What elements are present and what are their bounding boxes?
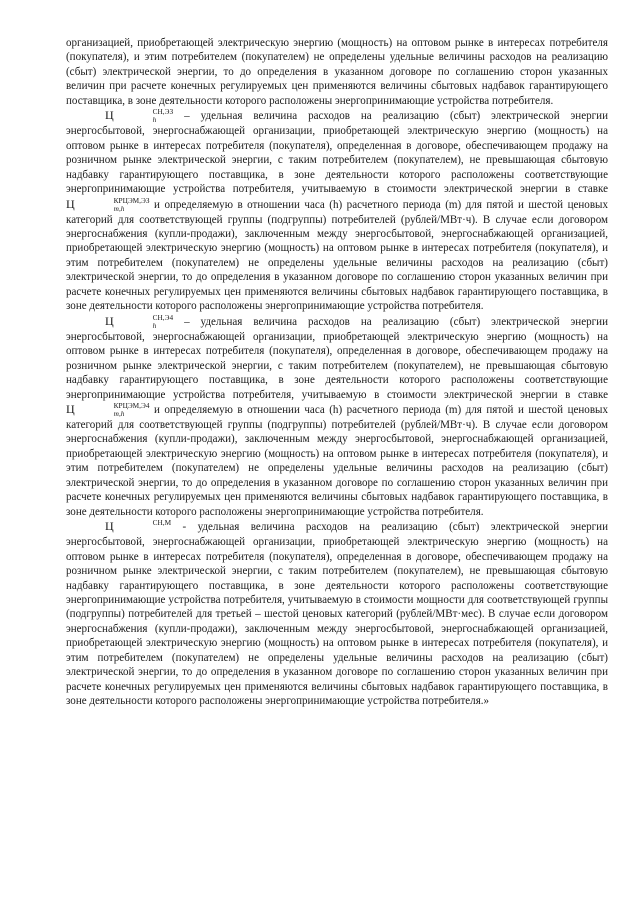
symbol-base: Ц <box>66 401 75 416</box>
formula-symbol <box>66 195 150 213</box>
symbol-superscript: СН,ЭЗ <box>152 107 174 117</box>
paragraph <box>66 108 608 313</box>
symbol-subscript <box>114 527 171 535</box>
symbol-base: Ц <box>105 519 114 534</box>
symbol-indices <box>75 402 150 418</box>
paragraph-text: и определяемую в отношении часа (h) расчетного периода (m) для пятой и шестой ценовых категорий для соответствующей группы (подгруппы) потребителей (рублей/МВт·ч). В случае если договором энергоснабжения (купли-продажи), заключенным между энергосбытовой, энергоснабжающей организацией, приобретающей электрическую энергию (мощность) на оптовом рынке в интересах потребителя (покупателя), и этим потребителем (покупателем) не определены удельные величины расходов на реализацию (сбыт) электрической энергии, то до определения в указанном договоре по соглашению сторон указанных величин при расчете конечных регулируемых цен применяются величины сбытовых надбавок гарантирующего поставщика, в зоне деятельности которого расположены энергопринимающие устройства потребителя. <box>66 403 608 518</box>
paragraph-text: и определяемую в отношении часа (h) расчетного периода (m) для пятой и шестой ценовых категорий для соответствующей группы (подгруппы) потребителей (рублей/МВт·ч). В случае если договором энергоснабжения (купли-продажи), заключенным между энергосбытовой, энергоснабжающей организацией, приобретающей электрическую энергию (мощность) на оптовом рынке в интересах потребителя (покупателя), и этим потребителем (покупателем) не определены удельные величины расходов на реализацию (сбыт) электрической энергии, то до определения в указанном договоре по соглашению сторон указанных величин при расчете конечных регулируемых цен применяются величины сбытовых надбавок гарантирующего поставщика, в зоне деятельности которого расположены энергопринимающие устройства потребителя. <box>66 198 608 313</box>
paragraph-text: – удельная величина расходов на реализацию (сбыт) электрической энергии энергосбытовой, энергоснабжающей организации, приобретающей электрическую энергию (мощность) на оптовом рынке в интересах потребителя (покупателя), определенная в договоре, обеспечивающем продажу на розничном рынке электрической энергии, с таким потребителем (покупателем), не превышающая сбытовую надбавку гарантирующего поставщика, в зоне деятельности которого расположены соответствующие энергопринимающие устройства потребителя, учитываемую в стоимости электрической энергии в ставке <box>66 315 608 401</box>
symbol-indices <box>114 519 171 535</box>
paragraph-text: – удельная величина расходов на реализацию (сбыт) электрической энергии энергосбытовой, энергоснабжающей организации, приобретающей электрическую энергию (мощность) на оптовом рынке в интересах потребителя (покупателя), определенная в договоре, обеспечивающем продажу на розничном рынке электрической энергии, с таким потребителем (покупателем), не превышающая сбытовую надбавку гарантирующего поставщика, в зоне деятельности которого расположены соответствующие энергопринимающие устройства потребителя, учитываемую в стоимости электрической энергии в ставке <box>66 110 608 196</box>
symbol-indices <box>75 197 150 213</box>
symbol-superscript: СН,М <box>152 518 172 528</box>
paragraph-text: - удельная величина расходов на реализацию (сбыт) электрической энергии энергосбытовой, энергоснабжающей организации, приобретающей электрическую энергию (мощность) на оптовом рынке в интересах потребителя (покупателя), определенная в договоре, обеспечивающем продажу на розничном рынке электрической энергии, с таким потребителем (покупателем), не превышающая сбытовую надбавку гарантирующего поставщика, в зоне деятельности которого расположены соответствующие энергопринимающие устройства потребителя, учитываемую в стоимости мощности для соответствующей группы (подгруппы) потребителей для третьей – шестой ценовых категорий (рублей/МВт·мес). В случае если договором энергоснабжения (купли-продажи), заключенным между энергосбытовой, энергоснабжающей организацией, приобретающей электрическую энергию (мощность) на оптовом рынке в интересах потребителя (покупателя), и этим потребителем (покупателем) не определены удельные величины расходов на реализацию (сбыт) электрической энергии, то до определения в указанном договоре по соглашению сторон указанных величин при расчете конечных регулируемых цен применяются величины сбытовых надбавок гарантирующего поставщика, в зоне деятельности которого расположены энергопринимающие устройства потребителя.» <box>66 521 608 708</box>
paragraph <box>66 36 608 108</box>
symbol-subscript: h <box>152 320 157 330</box>
paragraph <box>66 314 608 519</box>
symbol-superscript: КРЦЭМ,ЭЗ <box>113 195 150 205</box>
formula-symbol <box>105 107 174 125</box>
symbol-base: Ц <box>66 196 75 211</box>
symbol-subscript: h <box>152 115 157 125</box>
document-page <box>66 36 608 709</box>
symbol-base: Ц <box>105 108 114 123</box>
paragraph <box>66 519 608 708</box>
formula-symbol <box>105 518 172 534</box>
symbol-superscript: КРЦЭМ,Э4 <box>113 400 150 410</box>
formula-symbol <box>105 312 174 330</box>
symbol-indices <box>114 108 174 124</box>
symbol-superscript: СН,Э4 <box>152 312 174 322</box>
symbol-indices <box>114 314 173 330</box>
formula-symbol <box>66 400 150 418</box>
symbol-base: Ц <box>105 313 114 328</box>
symbol-subscript: m,h <box>113 203 125 213</box>
paragraph-text: организацией, приобретающей электрическую энергию (мощность) на оптовом рынке в интересах потребителя (покупателя), и этим потребителем (покупателем) не определены удельные величины расходов на реализацию (сбыт) электрической энергии, то до определения в указанном договоре по соглашению сторон указанных величин при расчете конечных регулируемых цен применяются величины сбытовых надбавок гарантирующего поставщика, в зоне деятельности которого расположены энергопринимающие устройства потребителя. <box>66 37 608 107</box>
symbol-subscript: m,h <box>113 408 125 418</box>
